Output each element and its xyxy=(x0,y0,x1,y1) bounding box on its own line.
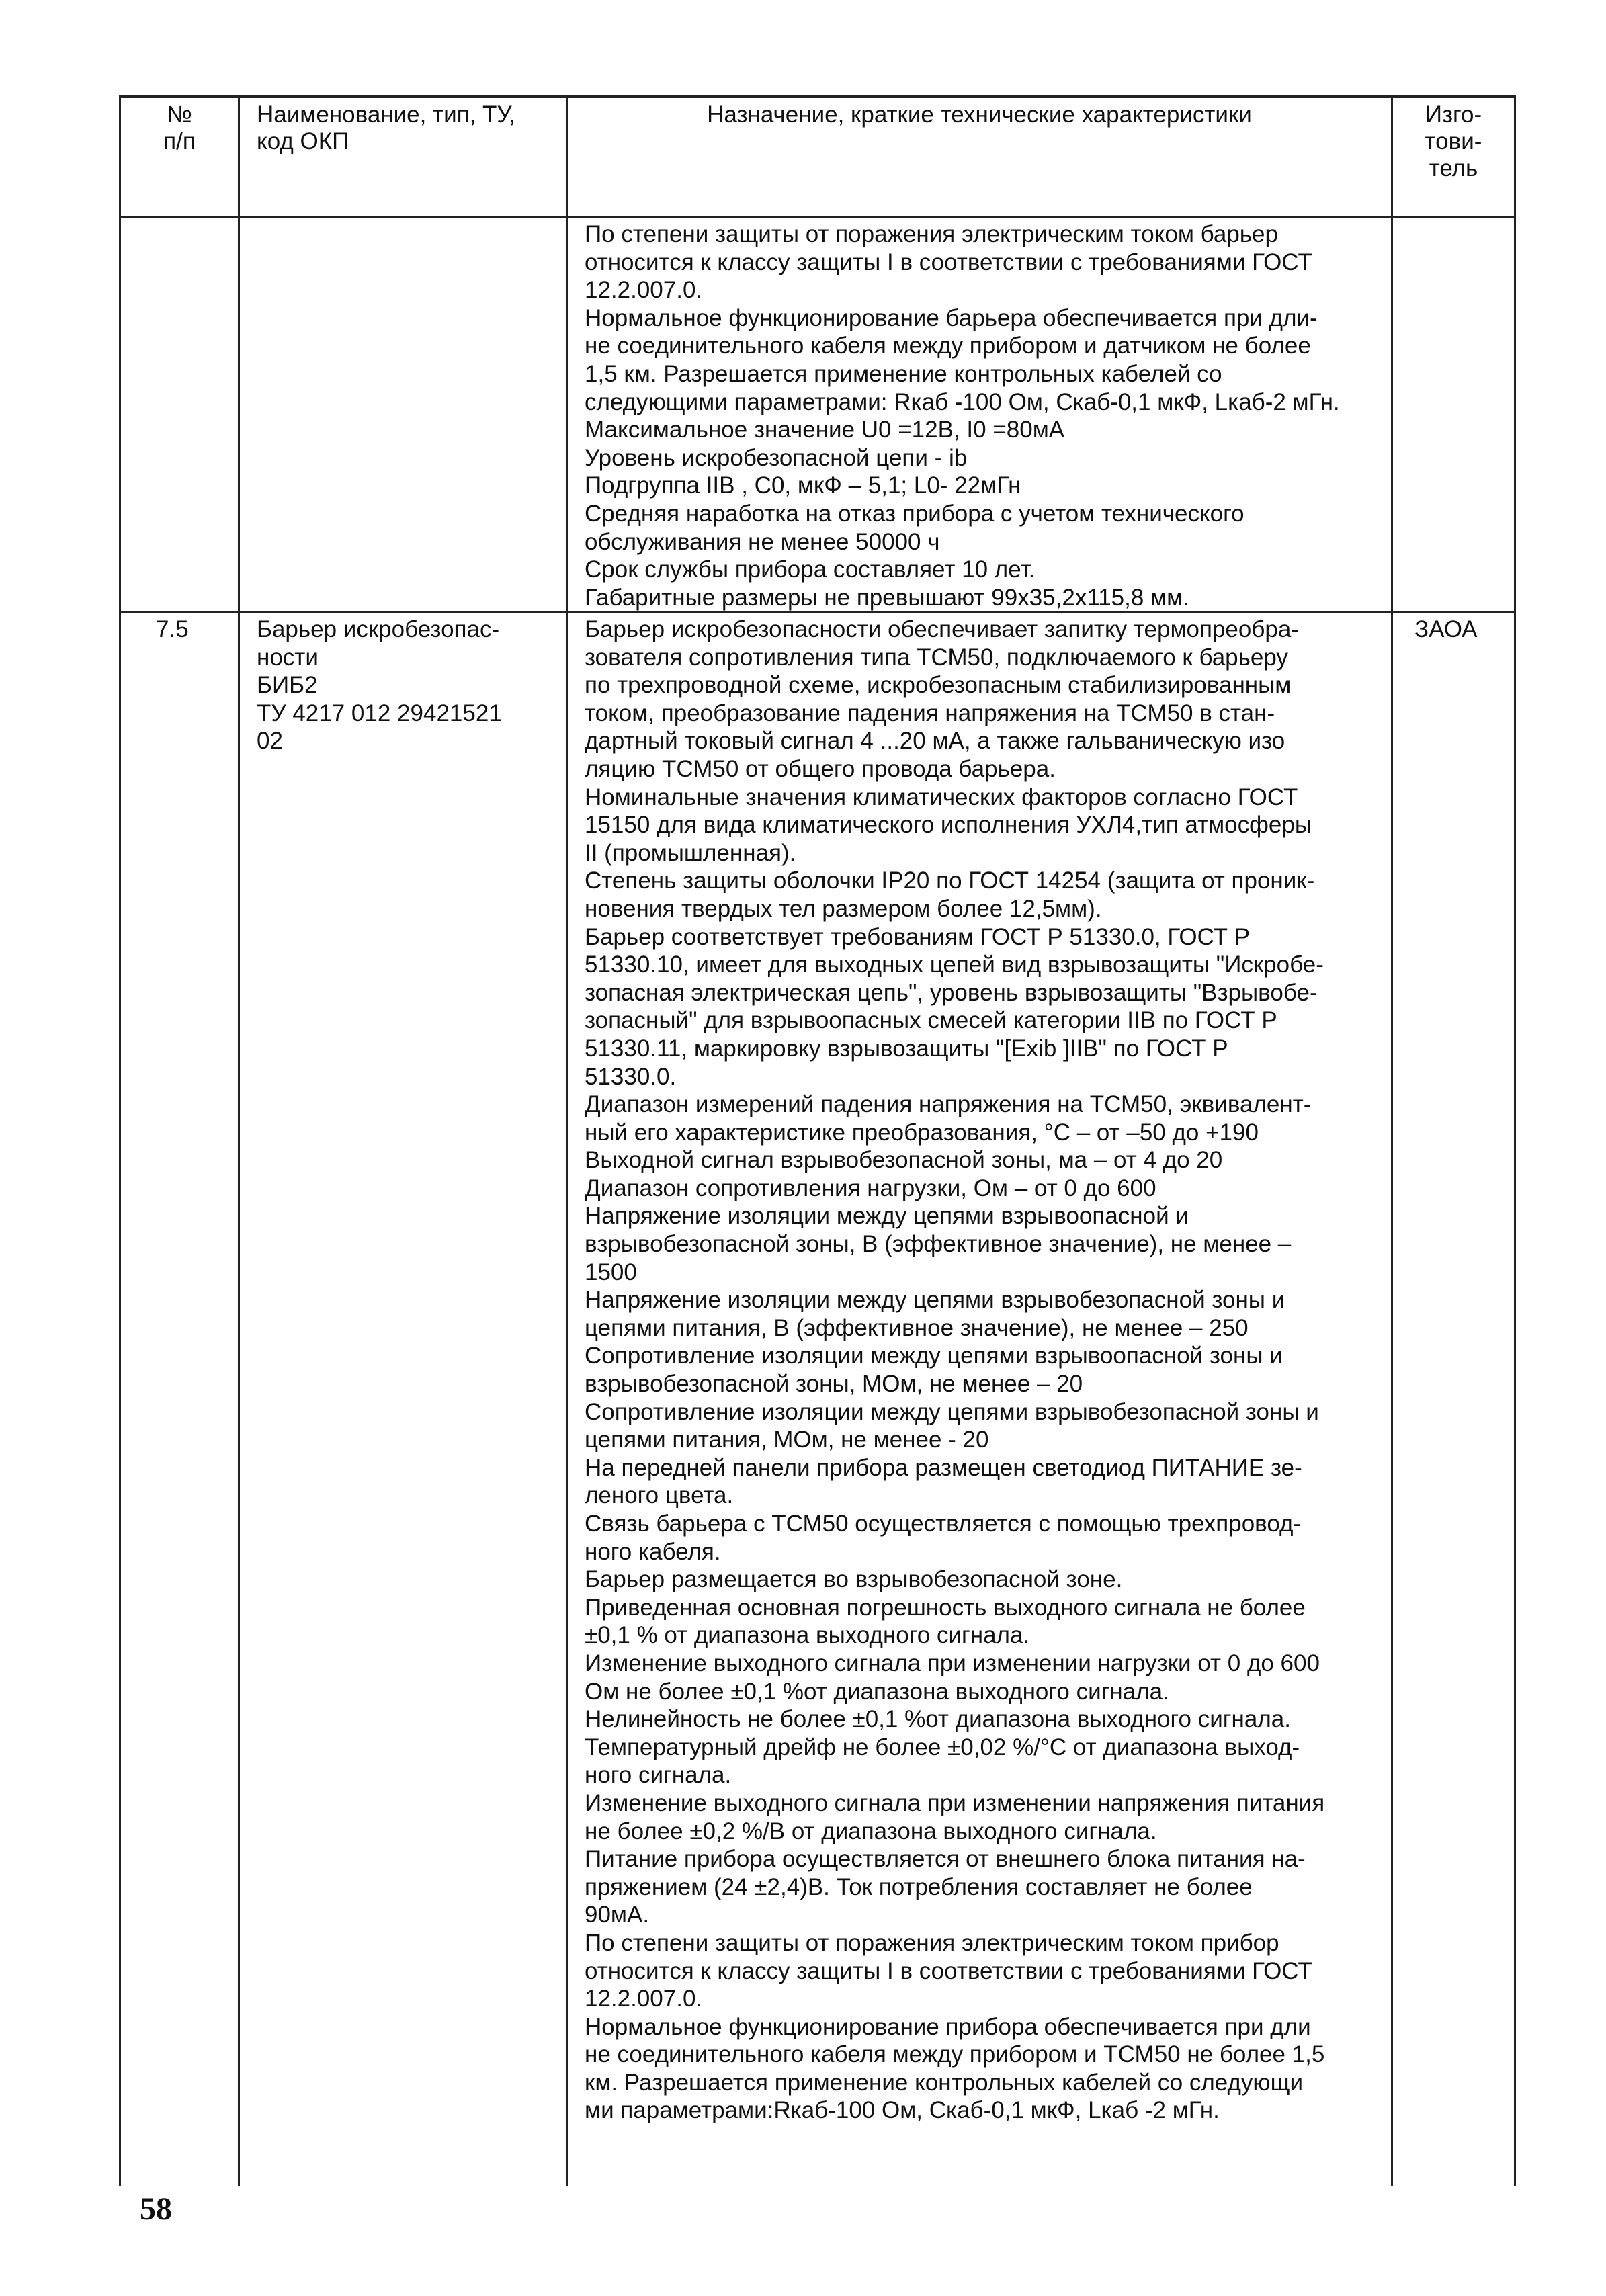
text-line: Приведенная основная погрешность выходного сигнала не более xyxy=(585,1594,1306,1621)
page-number: 58 xyxy=(140,2191,172,2227)
text-line: Ом не более ±0,1 %от диапазона выходного сигнала. xyxy=(585,1678,1169,1705)
text-line: Срок службы прибора составляет 10 лет. xyxy=(585,556,1036,583)
text-line: ного сигнала. xyxy=(585,1762,732,1789)
text-line: Выходной сигнал взрывобезопасной зоны, ма – от 4 до 20 xyxy=(585,1147,1223,1174)
text-line: новения твердых тел размером более 12,5мм). xyxy=(585,895,1102,922)
text-line: не соединительного кабеля между прибором и датчиком не более xyxy=(585,333,1311,359)
text-line: 15150 для вида климатического исполнения УХЛ4,тип атмосферы xyxy=(585,812,1312,839)
text-line: 51330.0. xyxy=(585,1063,677,1090)
text-line: 12.2.007.0. xyxy=(585,277,703,304)
text-line: Изменение выходного сигнала при изменении нагрузки от 0 до 600 xyxy=(585,1650,1320,1676)
text-line: цепями питания, МОм, не менее - 20 xyxy=(585,1427,989,1453)
text-line: 1,5 км. Разрешается применение контрольных кабелей со xyxy=(585,360,1222,387)
text-line: по трехпроводной схеме, искробезопасным стабилизированным xyxy=(585,672,1292,699)
header-name: Наименование, тип, ТУ, код ОКП xyxy=(257,101,515,155)
text-line: 1500 xyxy=(585,1259,637,1285)
text-line: Средняя наработка на отказ прибора с учетом технического xyxy=(585,500,1244,527)
text-line: Барьер соответствует требованиям ГОСТ Р 51330.0, ГОСТ Р xyxy=(585,923,1251,950)
text-line: следующими параметрами: Rкаб -100 Ом, Скаб-0,1 мкФ, Lкаб-2 мГн. xyxy=(585,388,1340,415)
text-line: зопасный" для взрывоопасных смесей категории IIB по ГОСТ Р xyxy=(585,1007,1277,1034)
text-line: Сопротивление изоляции между цепями взрывобезопасной зоны и xyxy=(585,1398,1319,1425)
text-line: Диапазон сопротивления нагрузки, Ом – от 0 до 600 xyxy=(585,1175,1156,1201)
text-line: ный его характеристике преобразования, °С – от –50 до +190 xyxy=(585,1119,1259,1146)
text-line: ляцию ТСМ50 от общего провода барьера. xyxy=(585,755,1056,782)
continuation-text xyxy=(585,220,1340,611)
text-line: Связь барьера с ТСМ50 осуществляется с помощью трехпровод- xyxy=(585,1511,1302,1537)
text-line: Уровень искробезопасной цепи - ib xyxy=(585,444,968,471)
row-divider xyxy=(121,611,1514,613)
text-line: Изменение выходного сигнала при изменении напряжения питания xyxy=(585,1789,1325,1816)
text-line: 90мА. xyxy=(585,1902,650,1928)
text-line: обслуживания не менее 50000 ч xyxy=(585,528,940,555)
text-line: Номинальные значения климатических факторов согласно ГОСТ xyxy=(585,783,1298,810)
text-line: Барьер искробезопасности обеспечивает запитку термопреобра- xyxy=(585,616,1299,642)
text-line: ±0,1 % от диапазона выходного сигнала. xyxy=(585,1622,1030,1649)
text-line: На передней панели прибора размещен светодиод ПИТАНИЕ зе- xyxy=(585,1454,1302,1481)
text-line: Степень защиты оболочки IP20 по ГОСТ 14254 (защита от проник- xyxy=(585,867,1315,894)
item-name: Барьер искробезопас- ности БИБ2 ТУ 4217 012 29421521 02 xyxy=(257,616,502,754)
text-line: 12.2.007.0. xyxy=(585,1986,703,2012)
text-line: не соединительного кабеля между прибором и ТСМ50 не более 1,5 xyxy=(585,2041,1325,2068)
text-line: Сопротивление изоляции между цепями взрывоопасной зоны и xyxy=(585,1343,1283,1369)
text-line: леного цвета. xyxy=(585,1482,734,1509)
text-line: не более ±0,2 %/В от диапазона выходного сигнала. xyxy=(585,1818,1157,1844)
text-line: Напряжение изоляции между цепями взрывобезопасной зоны и xyxy=(585,1287,1285,1314)
text-line: зователя сопротивления типа ТСМ50, подключаемого к барьеру xyxy=(585,644,1288,671)
text-line: Нелинейность не более ±0,1 %от диапазона выходного сигнала. xyxy=(585,1706,1291,1733)
text-line: 51330.11, маркировку взрывозащиты "[Exib ]IIB" по ГОСТ Р xyxy=(585,1035,1228,1062)
text-line: км. Разрешается применение контрольных кабелей со следующи xyxy=(585,2069,1304,2096)
text-line: ного кабеля. xyxy=(585,1538,721,1565)
text-line: относится к классу защиты I в соответствии с требованиями ГОСТ xyxy=(585,249,1312,275)
text-line: Барьер размещается во взрывобезопасной зоне. xyxy=(585,1566,1123,1593)
text-line: взрывобезопасной зоны, В (эффективное значение), не менее – xyxy=(585,1231,1292,1258)
text-line: относится к классу защиты I в соответствии с требованиями ГОСТ xyxy=(585,1957,1312,1984)
text-line: ми параметрами:Rкаб-100 Ом, Скаб-0,1 мкФ, Lкаб -2 мГн. xyxy=(585,2097,1220,2124)
text-line: цепями питания, В (эффективное значение), не менее – 250 xyxy=(585,1314,1249,1341)
text-line: Нормальное функционирование прибора обеспечивается при дли xyxy=(585,2013,1311,2040)
text-line: током, преобразование падения напряжения на ТСМ50 в стан- xyxy=(585,699,1275,726)
text-line: взрывобезопасной зоны, МОм, не менее – 20 xyxy=(585,1371,1083,1398)
text-line: зопасная электрическая цепь", уровень взрывозащиты "Взрывобе- xyxy=(585,979,1318,1006)
text-line: Подгруппа IIB , C0, мкФ – 5,1; L0- 22мГн xyxy=(585,472,1021,499)
text-line: По степени защиты от поражения электрическим током прибор xyxy=(585,1929,1279,1956)
header-purpose: Назначение, краткие технические характеристики xyxy=(707,101,1252,128)
text-line: Температурный дрейф не более ±0,02 %/°С от диапазона выход- xyxy=(585,1734,1300,1760)
text-line: 51330.10, имеет для выходных цепей вид взрывозащиты "Искробе- xyxy=(585,951,1324,978)
header-divider xyxy=(121,216,1514,218)
item-description xyxy=(585,615,1324,2125)
header-maker: Изго- тови- тель xyxy=(1425,101,1482,181)
text-line: Максимальное значение U0 =12В, I0 =80мА xyxy=(585,417,1065,443)
text-line: Напряжение изоляции между цепями взрывоопасной и xyxy=(585,1203,1189,1230)
text-line: Питание прибора осуществляется от внешнего блока питания на- xyxy=(585,1846,1306,1873)
text-line: дартный токовый сигнал 4 ...20 мА, а также гальваническую изо xyxy=(585,728,1285,755)
text-line: Нормальное функционирование барьера обеспечивается при дли- xyxy=(585,304,1318,331)
spec-table xyxy=(119,95,1516,2186)
header-number: № п/п xyxy=(163,101,196,155)
text-line: пряжением (24 ±2,4)В. Ток потребления составляет не более xyxy=(585,1873,1253,1900)
text-line: Диапазон измерений падения напряжения на ТСМ50, эквивалент- xyxy=(585,1091,1312,1118)
column-divider xyxy=(1391,98,1393,2186)
text-line: По степени защиты от поражения электрическим током барьер xyxy=(585,221,1278,247)
manufacturer: ЗАОА xyxy=(1414,616,1478,642)
column-divider xyxy=(238,98,240,2186)
row-number: 7.5 xyxy=(156,616,189,642)
column-divider xyxy=(566,98,568,2186)
text-line: II (промышленная). xyxy=(585,839,796,866)
text-line: Габаритные размеры не превышают 99х35,2х115,8 мм. xyxy=(585,584,1189,611)
